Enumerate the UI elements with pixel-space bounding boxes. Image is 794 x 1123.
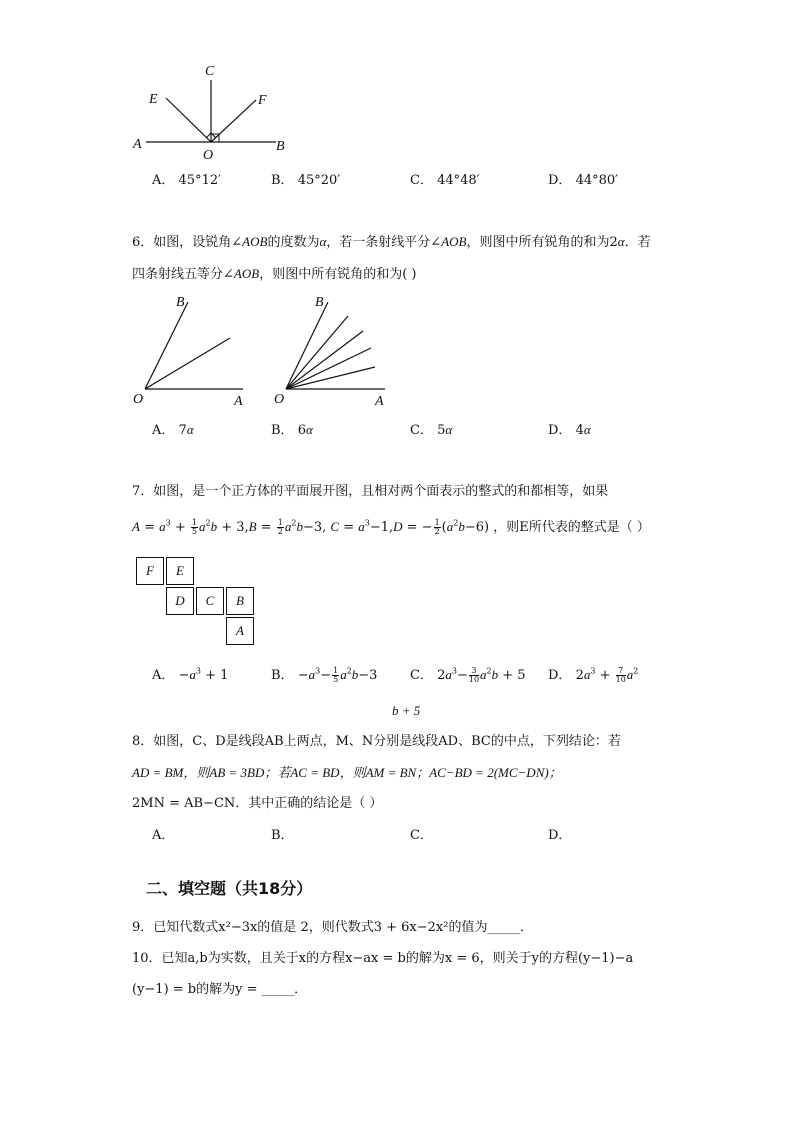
q7-line-1: 7．如图，是一个正方体的平面展开图，且相对两个面表示的整式的和都相等，如果: [132, 484, 609, 499]
q6-option-a: A． 7α: [152, 422, 194, 438]
q8-line-2: AD = BM，则AB = 3BD；若AC = BD，则AM = BN；AC−BD = 2(MC−DN)；: [132, 765, 562, 780]
q5-option-b: B． 45°20′: [271, 173, 341, 188]
q7-option-d-wrap: b + 5: [392, 703, 421, 718]
q6-option-d: D． 4α: [548, 422, 591, 438]
label-b: B: [276, 139, 285, 154]
net-cell-a: A: [226, 617, 254, 645]
q8-option-d: D．: [548, 828, 572, 843]
q6-line-2: 四条射线五等分∠AOB，则图中所有锐角的和为( ): [132, 266, 417, 282]
fig2-label-a: A: [234, 394, 243, 408]
q6-line-1: 6．如图，设锐角∠AOB的度数为α，若一条射线平分∠AOB，则图中所有锐角的和为2α．若: [132, 234, 651, 250]
q8-line-1: 8．如图，C、D是线段AB上两点，M、N分别是线段AD、BC的中点，下列结论：若: [132, 734, 621, 749]
net-cell-d: D: [166, 587, 194, 615]
q8-option-a: A．: [152, 828, 175, 843]
q5-option-a: A． 45°12′: [152, 173, 222, 188]
q5-option-d: D． 44°80′: [548, 173, 619, 188]
net-cell-b: B: [226, 587, 254, 615]
label-c: C: [205, 64, 215, 79]
figure-angle-bisector: [128, 290, 258, 408]
q8-option-c: C．: [410, 828, 433, 843]
q10-line-1: 10．已知a,b为实数，且关于x的方程x−ax = b的解为x = 6，则关于y的方程(y−1)−a: [132, 951, 634, 966]
label-e: E: [149, 92, 158, 107]
label-a: A: [133, 137, 142, 152]
fig2-label-b: B: [176, 295, 185, 310]
label-f: F: [258, 93, 267, 108]
figure-angle-five-parts: [270, 290, 400, 408]
q7-line-2: $A = a^3$ + $\frac{1}{5}$ $a^2b + 3,B$ = $\frac{1}{2}$ $a^2b-3$, $C = a^3-1,D$ = − $\frac{1}{2}$ $(a^2b-6)$ ，则E所代表的整式是（ ）: [132, 518, 650, 536]
fig3-label-o: O: [274, 392, 285, 407]
q8-option-b: B．: [271, 828, 294, 843]
fig3-label-b: B: [315, 295, 324, 310]
label-o: O: [203, 148, 214, 163]
q10-line-2: (y−1) = b的解为y = _____．: [132, 982, 308, 997]
figure-angle-cfe: [128, 58, 298, 166]
net-cell-c: C: [196, 587, 224, 615]
q9-text: 9．已知代数式x²−3x的值是 2，则代数式3 + 6x−2x²的值为_____．: [132, 920, 533, 935]
fig2-label-o: O: [133, 392, 144, 407]
net-cell-e: E: [166, 557, 194, 585]
q7-option-d: D． $2a^3$ + $\frac{7}{10}$ $a^2$: [548, 666, 639, 684]
q5-option-c: C． 44°48′: [410, 173, 480, 188]
q7-option-c: C． $2a^3-$ $\frac{3}{10}$ $a^2b + 5$: [410, 666, 526, 684]
net-cell-f: F: [136, 557, 164, 585]
fig3-label-a: A: [375, 394, 384, 408]
q7-option-b: B． $-a^3-$ $\frac{1}{5}$ $a^2b-3$: [271, 666, 378, 684]
q6-option-c: C． 5α: [410, 422, 453, 438]
q7-option-a: A． $-a^3 + 1$: [152, 666, 229, 683]
q6-option-b: B． 6α: [271, 422, 313, 438]
section-title-fill-in: 二、填空题（共18分）: [146, 879, 313, 898]
q8-line-3: 2MN = AB−CN．其中正确的结论是（ ）: [132, 796, 383, 811]
